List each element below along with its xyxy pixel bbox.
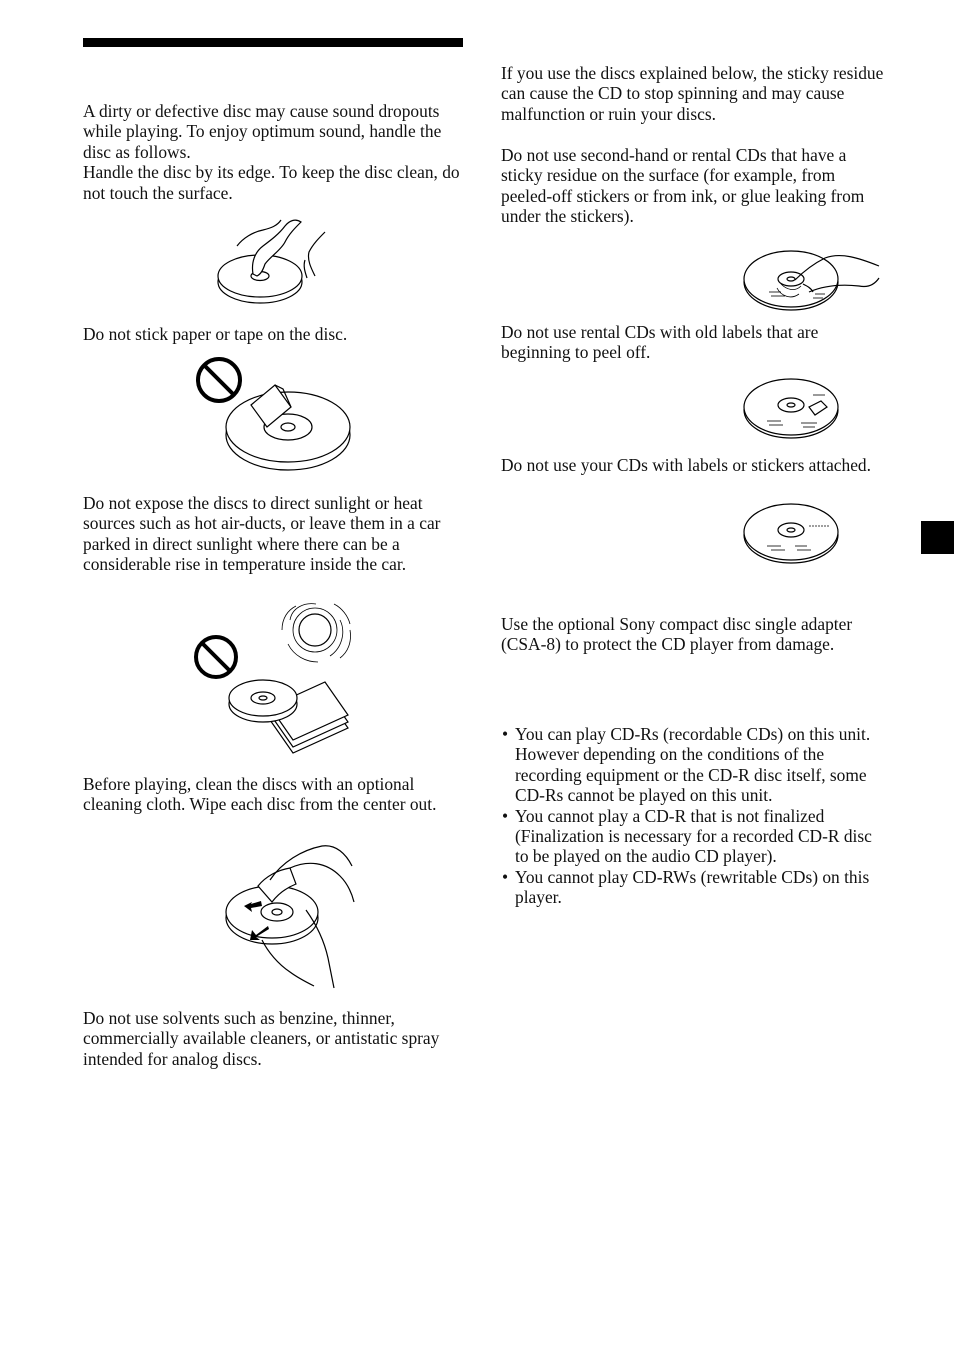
disc-in-sunlight-illustration xyxy=(190,600,360,755)
prohibited-sign-icon xyxy=(196,637,236,677)
sticky-residue-intro-text: If you use the discs explained below, the sticky residue can cause the CD to stop spinning and may cause malfunction or ruin your discs. xyxy=(501,63,884,124)
disc-with-peeling-label-illustration xyxy=(741,377,841,441)
list-item: • You can play CD-Rs (recordable CDs) on this unit. However depending on the conditions of the recording equipment or the CD-R disc itself, some CD-Rs cannot be played on this unit. xyxy=(501,724,886,806)
cleaning-text: Before playing, clean the discs with an optional cleaning cloth. Wipe each disc from the center out. xyxy=(83,774,437,815)
sun-icon xyxy=(282,604,351,662)
cd-r-notes-list xyxy=(501,724,886,908)
wiping-disc-illustration xyxy=(222,840,357,990)
list-item: • You cannot play a CD-R that is not finalized (Finalization is necessary for a recorded CD-R disc to be played on the audio CD player). xyxy=(501,806,886,867)
hand-holding-disc-illustration xyxy=(215,212,330,306)
list-item: • You cannot play CD-RWs (rewritable CDs) on this player. xyxy=(501,867,886,908)
no-solvents-text: Do not use solvents such as benzine, thinner, commercially available cleaners, or antistatic spray intended for analog discs. xyxy=(83,1008,440,1069)
peeling-labels-text: Do not use rental CDs with old labels that are beginning to peel off. xyxy=(501,322,819,363)
prohibited-sign-icon xyxy=(198,359,240,401)
no-paper-tape-text: Do not stick paper or tape on the disc. xyxy=(83,324,348,344)
header-rule xyxy=(83,38,463,47)
disc-with-sticker-illustration xyxy=(741,502,841,566)
handling-intro-text: A dirty or defective disc may cause sound dropouts while playing. To enjoy optimum sound, handle the disc as follows. Handle the disc by its edge. To keep the disc clean, do not touch the surface. xyxy=(83,101,460,203)
secondhand-cds-text: Do not use second-hand or rental CDs that have a sticky residue on the surface (for example, from peeled-off stickers or from ink, or glue leaking from under the stickers). xyxy=(501,145,865,227)
no-sunlight-text: Do not expose the discs to direct sunlight or heat sources such as hot air-ducts, or leave them in a car parked in direct sunlight where there can be a considerable rise in temperature inside the car. xyxy=(83,493,441,575)
disc-with-tape-illustration xyxy=(193,355,353,475)
single-adapter-text: Use the optional Sony compact disc single adapter (CSA-8) to protect the CD player from damage. xyxy=(501,614,853,655)
labels-stickers-text: Do not use your CDs with labels or stickers attached. xyxy=(501,455,871,475)
disc-with-sticky-residue-illustration xyxy=(741,244,881,314)
section-thumb-tab xyxy=(921,521,954,554)
